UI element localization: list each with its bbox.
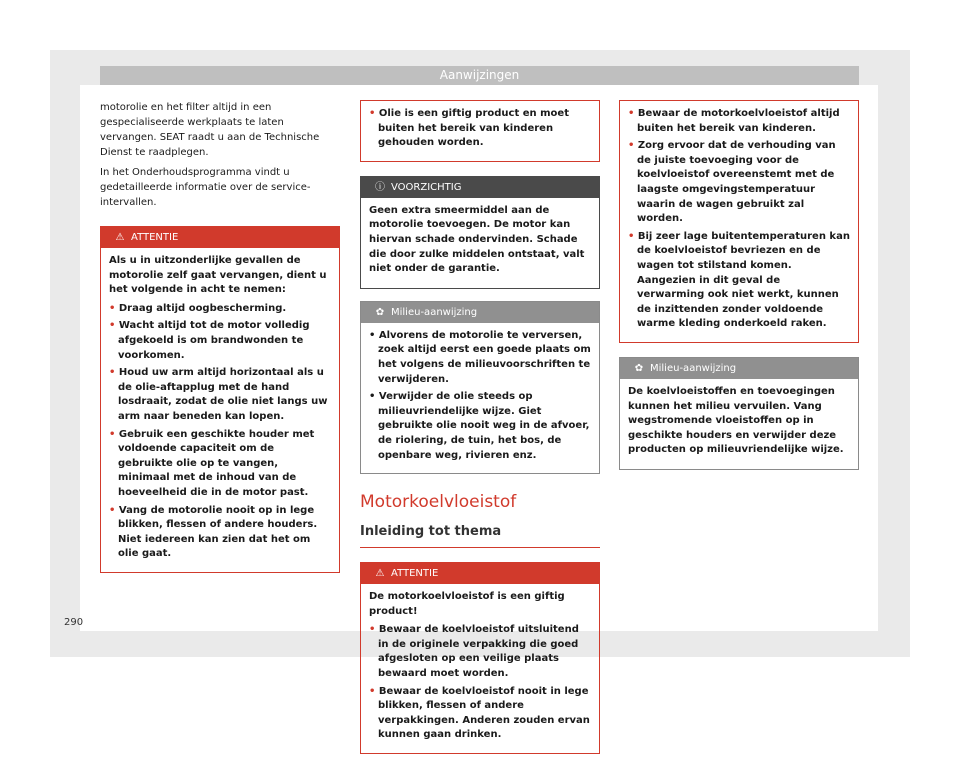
bullet-icon: • xyxy=(109,428,119,440)
list-item: • Houd uw arm altijd horizontaal als u de olie-aftapplug met de hand losdraait, zodat de olie niet langs uw arm naar beneden kan lopen. xyxy=(109,367,328,422)
warning-label: ATTENTIE xyxy=(391,568,439,580)
list-item: • Draag altijd oogbescherming. xyxy=(109,302,287,314)
caution-box xyxy=(360,176,600,289)
list-item: • Verwijder de olie steeds op milieuvriendelijke wijze. Giet gebruikte olie nooit weg in de afvoer, de riolering, de tuin, het bos, de openbare weg, rivieren enz. xyxy=(369,391,590,461)
page-number: 290 xyxy=(64,617,84,628)
warning-intro: De motorkoelvloeistof is een giftig product! xyxy=(369,591,565,617)
warning-box-continued xyxy=(360,100,600,162)
warning-header xyxy=(361,563,599,584)
warning-triangle-icon: ⚠ xyxy=(115,232,125,243)
warning-triangle-icon: ⚠ xyxy=(375,568,385,580)
paragraph: motorolie en het filter altijd in een gespecialiseerde werkplaats te laten vervangen. SEAT raadt u aan de Technische Dienst te raadplegen. xyxy=(100,102,320,158)
list-item: • Bewaar de koelvloeistof nooit in lege blikken, flessen of andere verpakkingen. Anderen zouden ervan kunnen gaan drinken. xyxy=(369,685,590,741)
warning-box xyxy=(360,562,600,754)
caution-text: Geen extra smeermiddel aan de motorolie toevoegen. De motor kan hiervan schade ondervinden. Schade die door zulke middelen ontstaat, valt niet onder de garantie. xyxy=(369,204,585,275)
warning-label: ATTENTIE xyxy=(131,232,179,243)
environment-label: Milieu-aanwijzing xyxy=(391,306,478,318)
environment-flower-icon: ✿ xyxy=(375,306,385,318)
warning-header xyxy=(101,227,339,248)
content-area xyxy=(80,85,878,741)
environment-header xyxy=(620,358,858,379)
bullet-icon: • xyxy=(628,108,638,119)
list-item: • Vang de motorolie nooit op in lege blikken, flessen of andere houders. Niet iedereen kan zien dat het om olie gaat. xyxy=(109,504,318,560)
environment-text: De koelvloeistoffen en toevoegingen kunnen het milieu vervuilen. Vang wegstromende vloeistoffen op in geschikte houders en verwijder deze producten op milieuvriendelijke wijze. xyxy=(628,385,844,456)
bullet-icon: • xyxy=(109,320,119,332)
list-item: • Wacht altijd tot de motor volledig afgekoeld is om brandwonden te voorkomen. xyxy=(109,320,310,361)
column-3 xyxy=(619,100,859,482)
environment-box xyxy=(619,357,859,470)
environment-header xyxy=(361,302,599,323)
environment-box xyxy=(360,301,600,474)
environment-label: Milieu-aanwijzing xyxy=(650,362,737,374)
warning-box-continued xyxy=(619,100,859,343)
environment-flower-icon: ✿ xyxy=(634,362,644,374)
bullet-icon: • xyxy=(628,140,638,152)
info-circle-icon: ⓘ xyxy=(375,181,385,193)
bullet-icon: • xyxy=(369,108,379,119)
column-2 xyxy=(360,100,600,766)
list-item: • Bewaar de koelvloeistof uitsluitend in de originele verpakking die goed afgesloten op een veilige plaats bewaard moet worden. xyxy=(369,624,579,680)
bullet-icon: • xyxy=(109,367,119,379)
list-item: • Olie is een giftig product en moet buiten het bereik van kinderen gehouden worden. xyxy=(369,108,569,149)
bullet-icon: • xyxy=(109,504,119,516)
section-subtitle: Inleiding tot thema xyxy=(360,524,600,548)
bullet-icon: • xyxy=(369,685,379,697)
list-item: • Alvorens de motorolie te verversen, zoek altijd eerst een goede plaats om het volgens de milieuvoorschriften te verwijderen. xyxy=(369,329,591,385)
bullet-icon: • xyxy=(369,391,379,403)
paragraph: In het Onderhoudsprogramma vindt u gedetailleerde informatie over de service-intervallen. xyxy=(100,167,311,208)
list-item: • Bewaar de motorkoelvloeistof altijd buiten het bereik van kinderen. xyxy=(628,108,840,134)
page-header: Aanwijzingen xyxy=(100,66,859,85)
list-item: • Bij zeer lage buitentemperaturen kan de koelvloeistof bevriezen en de wagen tot stilstand komen. Aangezien in dit geval de verwarming ook niet werkt, kunnen de inzittenden zonder voldoende warme kleding onderkoeld raken. xyxy=(628,230,850,330)
bullet-icon: • xyxy=(369,624,379,636)
section-title: Motorkoelvloeistof xyxy=(360,492,517,513)
bullet-icon: • xyxy=(109,302,119,314)
list-item: • Gebruik een geschikte houder met voldoende capaciteit om de gebruikte olie op te vangen, minimaal met de inhoud van de hoeveelheid die in de motor past. xyxy=(109,428,315,498)
column-1 xyxy=(100,100,340,585)
caution-header xyxy=(361,177,599,198)
warning-box xyxy=(100,226,340,573)
warning-intro: Als u in uitzonderlijke gevallen de motorolie zelf gaat vervangen, dient u het volgende in acht te nemen: xyxy=(109,255,327,296)
bullet-icon: • xyxy=(369,329,379,341)
bullet-icon: • xyxy=(628,230,638,242)
list-item: • Zorg ervoor dat de verhouding van de juiste toevoeging voor de koelvloeistof overeenstemt met de laagste omgevingstemperatuur waarin de wagen gebruikt zal worden. xyxy=(628,140,836,225)
caution-label: VOORZICHTIG xyxy=(391,181,462,193)
